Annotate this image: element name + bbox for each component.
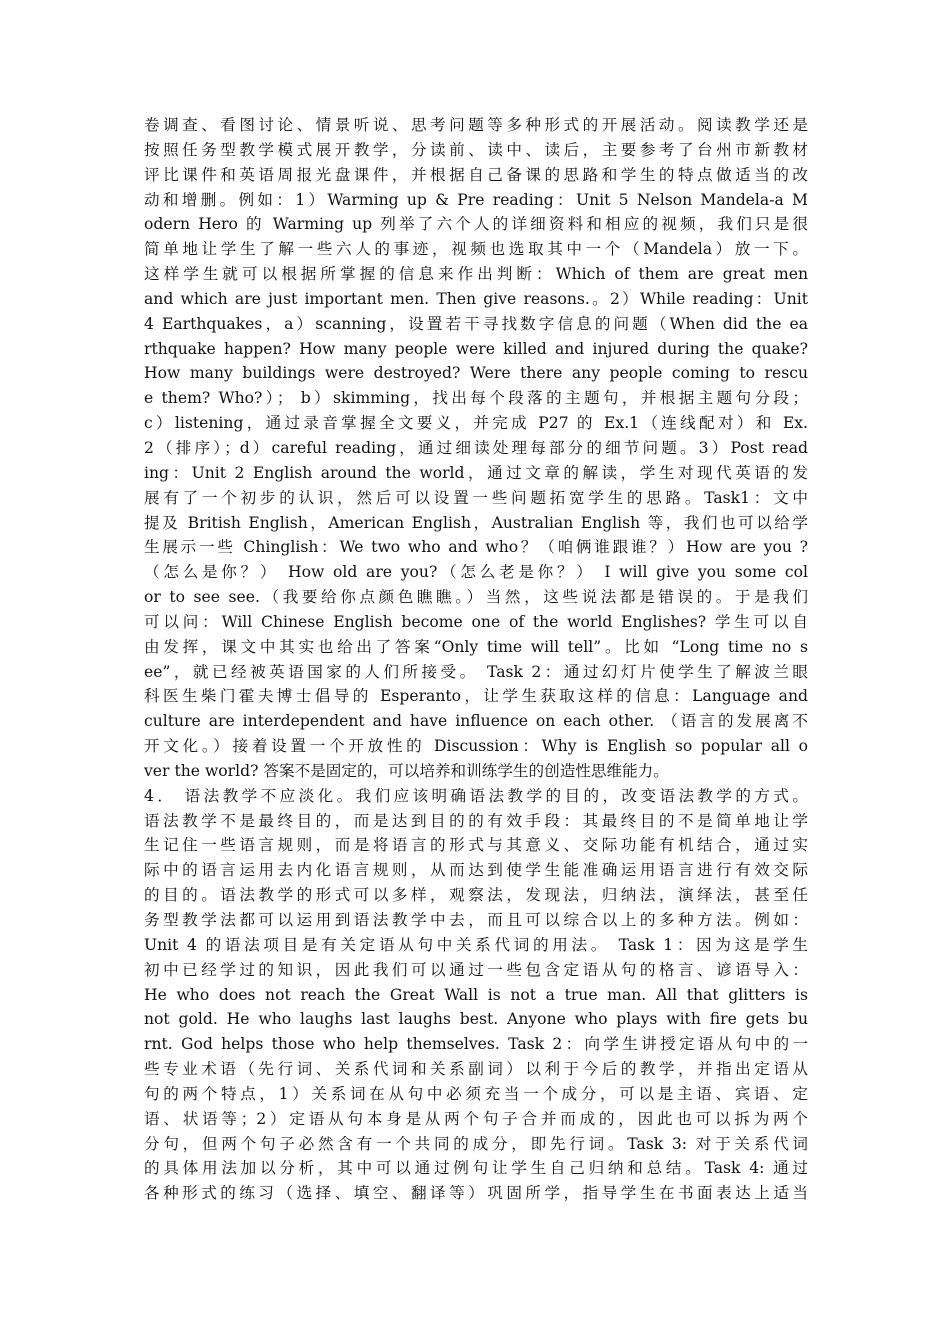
text-line: 4 Earthquakes，a）scanning，设置若干寻找数字信息的问题（When did the ea bbox=[144, 314, 808, 333]
text-line: 由发挥，课文中其实也给出了答案“Only time will tell”。比如 “Long time no s bbox=[144, 637, 808, 656]
text-line: not gold. He who laughs last laughs best. Anyone who plays with fire gets bu bbox=[144, 1010, 808, 1029]
text-line: He who does not reach the Great Wall is not a true man. All that glitters is bbox=[144, 985, 808, 1004]
text-line: 4． 语法教学不应淡化。我们应该明确语法教学的目的，改变语法教学的方式。 bbox=[144, 786, 808, 805]
text-line: 务型教学法都可以运用到语法教学中去，而且可以综合以上的多种方法。例如： bbox=[144, 911, 808, 929]
text-line: 分句，但两个句子必然含有一个共同的成分，即先行词。Task 3: 对于关系代词 bbox=[144, 1134, 808, 1153]
document-body bbox=[144, 113, 808, 1206]
text-line: 的具体用法加以分析，其中可以通过例句让学生自己归纳和总结。Task 4: 通过 bbox=[144, 1159, 808, 1178]
text-line: How many buildings were destroyed? Were there any people coming to rescu bbox=[144, 364, 808, 383]
text-line: e them? Who?）； b）skimming，找出每个段落的主题句，并根据主题句分段； bbox=[144, 389, 808, 408]
text-line: 句的两个特点，1）关系词在从句中必须充当一个成分，可以是主语、宾语、定 bbox=[144, 1084, 808, 1103]
text-line: Unit 4 的语法项目是有关定语从句中关系代词的用法。 Task 1：因为这是学生 bbox=[144, 935, 808, 954]
text-line: 动和增删。例如：1）Warming up & Pre reading：Unit 5 Nelson Mandela-a M bbox=[144, 190, 808, 209]
text-line: 初中已经学过的知识，因此我们可以通过一些包含定语从句的格言、谚语导入： bbox=[144, 960, 808, 979]
text-line: 生展示一些 Chinglish：We two who and who？（咱俩谁跟谁？）How are you ? bbox=[144, 538, 808, 557]
text-line: rnt. God helps those who help themselves. Task 2：向学生讲授定语从句中的一 bbox=[144, 1035, 808, 1054]
text-line: （怎么是你？） How old are you?（怎么老是你？） I will give you some col bbox=[144, 563, 808, 582]
text-line: 可以问：Will Chinese English become one of the world Englishes? 学生可以自 bbox=[144, 612, 808, 631]
text-line: ing：Unit 2 English around the world，通过文章的解读，学生对现代英语的发 bbox=[144, 463, 808, 482]
text-line: culture are interdependent and have influence on each other. （语言的发展离不 bbox=[144, 712, 808, 731]
text-line: 提及 British English，American English，Australian English 等，我们也可以给学 bbox=[144, 513, 808, 532]
text-line: ee”，就已经被英语国家的人们所接受。 Task 2：通过幻灯片使学生了解波兰眼 bbox=[144, 662, 808, 681]
text-line: 展有了一个初步的认识，然后可以设置一些问题拓宽学生的思路。Task1：文中 bbox=[144, 488, 808, 507]
text-line: 按照任务型教学模式展开教学，分读前、读中、读后，主要参考了台州市新教材 bbox=[144, 140, 808, 159]
text-line: 2（排序）；d）careful reading，通过细读处理每部分的细节问题。3）Post read bbox=[144, 438, 808, 457]
text-line: or to see see.（我要给你点颜色瞧瞧。）当然，这些说法都是错误的。于是我们 bbox=[144, 588, 808, 607]
text-line: 简单地让学生了解一些六人的事迹，视频也选取其中一个（Mandela）放一下。 bbox=[144, 240, 808, 259]
text-line: 评比课件和英语周报光盘课件，并根据自己备课的思路和学生的特点做适当的改 bbox=[144, 165, 808, 184]
text-line: and which are just important men. Then give reasons.。2）While reading：Unit bbox=[144, 289, 808, 308]
text-line: 际中的语言运用去内化语言规则，从而达到使学生能准确运用语言进行有效交际 bbox=[144, 861, 808, 880]
text-line: 语、状语等；2）定语从句本身是从两个句子合并而成的，因此也可以拆为两个 bbox=[144, 1109, 808, 1128]
text-line: c）listening，通过录音掌握全文要义，并完成 P27 的 Ex.1（连线配对）和 Ex. bbox=[144, 414, 808, 433]
paragraph-end-line: ver the world? 答案不是固定的，可以培养和训练学生的创造性思维能力。 bbox=[144, 761, 669, 780]
text-line: 开文化。）接着设置一个开放性的 Discussion：Why is English so popular all o bbox=[144, 737, 808, 756]
text-line: odern Hero 的 Warming up 列举了六个人的详细资料和相应的视频，我们只是很 bbox=[144, 215, 808, 234]
text-line: 各种形式的练习（选择、填空、翻译等）巩固所学，指导学生在书面表达上适当 bbox=[144, 1184, 808, 1203]
text-line: rthquake happen? How many people were killed and injured during the quake? bbox=[144, 339, 808, 358]
text-line: 卷调查、看图讨论、情景听说、思考问题等多种形式的开展活动。阅读教学还是 bbox=[144, 116, 808, 134]
text-line: 些专业术语（先行词、关系代词和关系副词）以利于今后的教学，并指出定语从 bbox=[144, 1060, 808, 1079]
text-line: 这样学生就可以根据所掌握的信息来作出判断：Which of them are great men bbox=[144, 265, 808, 284]
text-line: 科医生柴门霍夫博士倡导的 Esperanto，让学生获取这样的信息：Language and bbox=[144, 687, 808, 706]
text-line: 生记住一些语言规则，而是将语言的形式与其意义、交际功能有机结合，通过实 bbox=[144, 836, 808, 855]
text-line: 语法教学不是最终目的，而是达到目的的有效手段：其最终目的不是简单地让学 bbox=[144, 811, 808, 830]
text-line: 的目的。语法教学的形式可以多样，观察法，发现法，归纳法，演绎法，甚至任 bbox=[144, 886, 808, 905]
